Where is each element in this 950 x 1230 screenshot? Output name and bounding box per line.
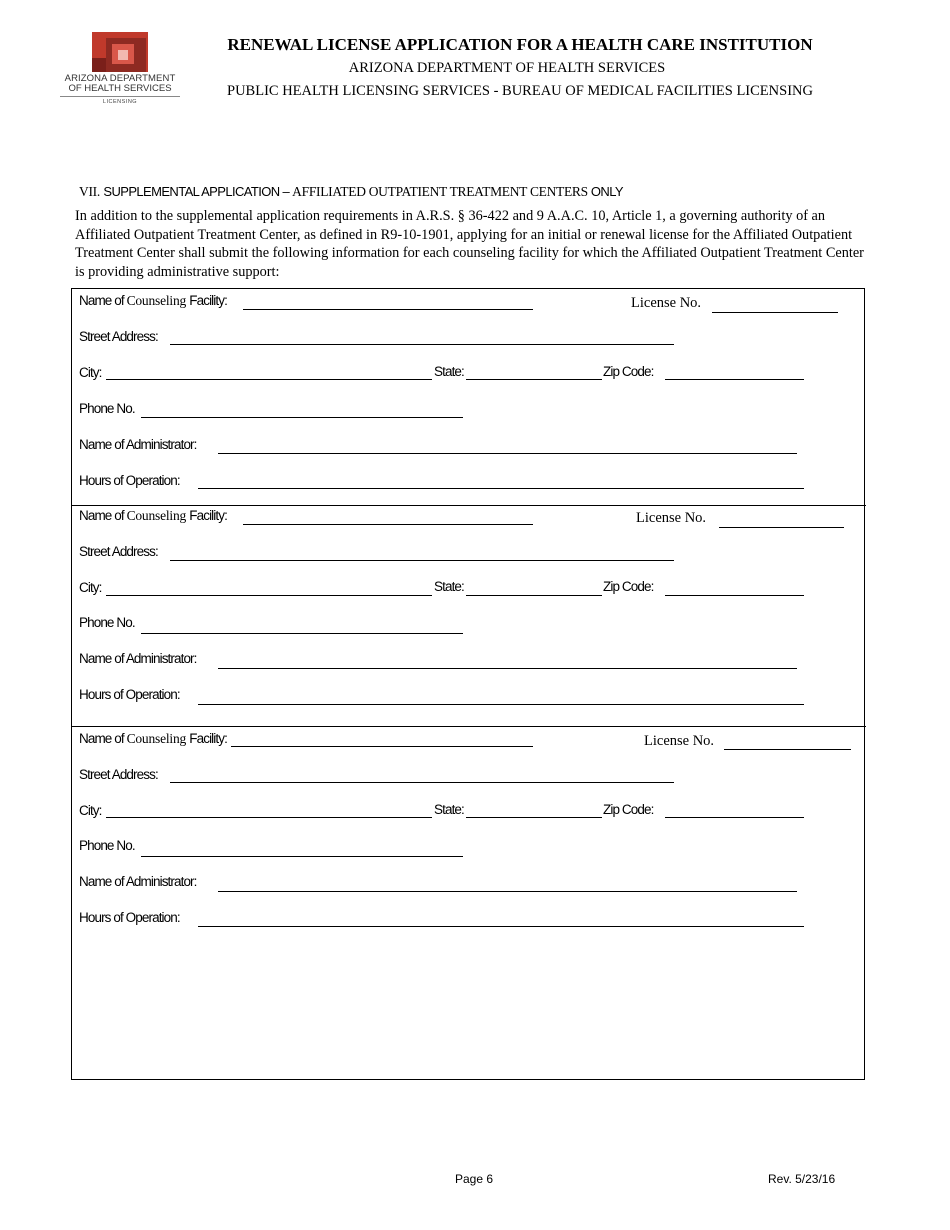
city-label: City:	[79, 580, 102, 595]
hours-field[interactable]	[198, 926, 804, 927]
phone-no-label: Phone No.	[79, 401, 135, 416]
logo-text-line1: ARIZONA DEPARTMENT	[64, 73, 176, 84]
logo-text-line3: LICENSING	[102, 99, 138, 105]
street-address-field[interactable]	[170, 782, 674, 783]
phone-no-field[interactable]	[141, 633, 463, 634]
state-field[interactable]	[466, 595, 602, 596]
section-intro: In addition to the supplemental application requirements in A.R.S. § 36-422 and 9 A.A.C. 10, Article 1, a governing authority of an Affiliated Outpatient Treatment Center, as defined in R9-10-1901, applying for an initial or renewal license for the Affiliated Outpatient Treatment Center shall submit the following information for each counseling facility for which the Affiliated Outpatient Treatment Center is providing administrative support:	[75, 208, 864, 280]
license-no-field[interactable]	[719, 527, 844, 528]
state-field[interactable]	[466, 379, 602, 380]
state-field[interactable]	[466, 817, 602, 818]
hours-field[interactable]	[198, 488, 804, 489]
city-field[interactable]	[106, 379, 432, 380]
section-title-a: SUPPLEMENTAL APPLICATION –	[103, 184, 293, 199]
street-address-label: Street Address:	[79, 544, 158, 559]
hours-label: Hours of Operation:	[79, 910, 180, 925]
facility-name-field[interactable]	[243, 524, 533, 525]
state-label: State:	[434, 579, 464, 594]
section-heading	[79, 184, 623, 201]
zip-code-label: Zip Code:	[603, 802, 654, 817]
logo-rule	[60, 96, 180, 97]
phone-no-field[interactable]	[141, 417, 463, 418]
street-address-field[interactable]	[170, 344, 674, 345]
city-field[interactable]	[106, 595, 432, 596]
administrator-label: Name of Administrator:	[79, 874, 197, 889]
page-number: Page 6	[455, 1172, 494, 1186]
revision-date: Rev. 5/23/16	[768, 1172, 836, 1186]
license-no-field[interactable]	[724, 749, 851, 750]
license-no-field[interactable]	[712, 312, 838, 313]
phone-no-label: Phone No.	[79, 615, 135, 630]
zip-code-label: Zip Code:	[603, 364, 654, 379]
section-title-b: AFFILIATED OUTPATIENT TREATMENT CENTERS	[292, 184, 591, 199]
zip-code-field[interactable]	[665, 379, 804, 380]
logo-text-line2: OF HEALTH SERVICES	[68, 83, 172, 94]
zip-code-label: Zip Code:	[603, 579, 654, 594]
facility-name-label: Name of Counseling Facility:	[79, 731, 227, 746]
facility-name-field[interactable]	[243, 309, 533, 310]
administrator-field[interactable]	[218, 891, 797, 892]
facility-form-box	[71, 288, 865, 1080]
hours-field[interactable]	[198, 704, 804, 705]
block-divider	[71, 726, 866, 727]
zip-code-field[interactable]	[665, 817, 804, 818]
license-no-label: License No.	[631, 295, 702, 311]
bureau-name: PUBLIC HEALTH LICENSING SERVICES - BUREAU OF MEDICAL FACILITIES LICENSING	[227, 83, 813, 99]
state-label: State:	[434, 802, 464, 817]
street-address-field[interactable]	[170, 560, 674, 561]
section-title-c: ONLY	[590, 184, 623, 199]
block-divider	[71, 505, 866, 506]
section-number: VII.	[79, 184, 100, 199]
facility-name-label: Name of Counseling Facility:	[79, 293, 227, 308]
administrator-label: Name of Administrator:	[79, 651, 197, 666]
license-no-label: License No.	[644, 733, 715, 749]
phone-no-field[interactable]	[141, 856, 463, 857]
facility-name-label: Name of Counseling Facility:	[79, 508, 227, 523]
hours-label: Hours of Operation:	[79, 687, 180, 702]
phone-no-label: Phone No.	[79, 838, 135, 853]
agency-name: ARIZONA DEPARTMENT OF HEALTH SERVICES	[348, 60, 666, 76]
facility-name-field[interactable]	[231, 746, 533, 747]
state-label: State:	[434, 364, 464, 379]
logo-mark-icon	[92, 32, 148, 72]
administrator-field[interactable]	[218, 453, 797, 454]
form-title: RENEWAL LICENSE APPLICATION FOR A HEALTH CARE INSTITUTION	[227, 35, 813, 54]
administrator-field[interactable]	[218, 668, 797, 669]
city-label: City:	[79, 803, 102, 818]
agency-logo	[58, 32, 182, 108]
street-address-label: Street Address:	[79, 767, 158, 782]
license-no-label: License No.	[636, 510, 707, 526]
zip-code-field[interactable]	[665, 595, 804, 596]
street-address-label: Street Address:	[79, 329, 158, 344]
city-label: City:	[79, 365, 102, 380]
hours-label: Hours of Operation:	[79, 473, 180, 488]
city-field[interactable]	[106, 817, 432, 818]
administrator-label: Name of Administrator:	[79, 437, 197, 452]
